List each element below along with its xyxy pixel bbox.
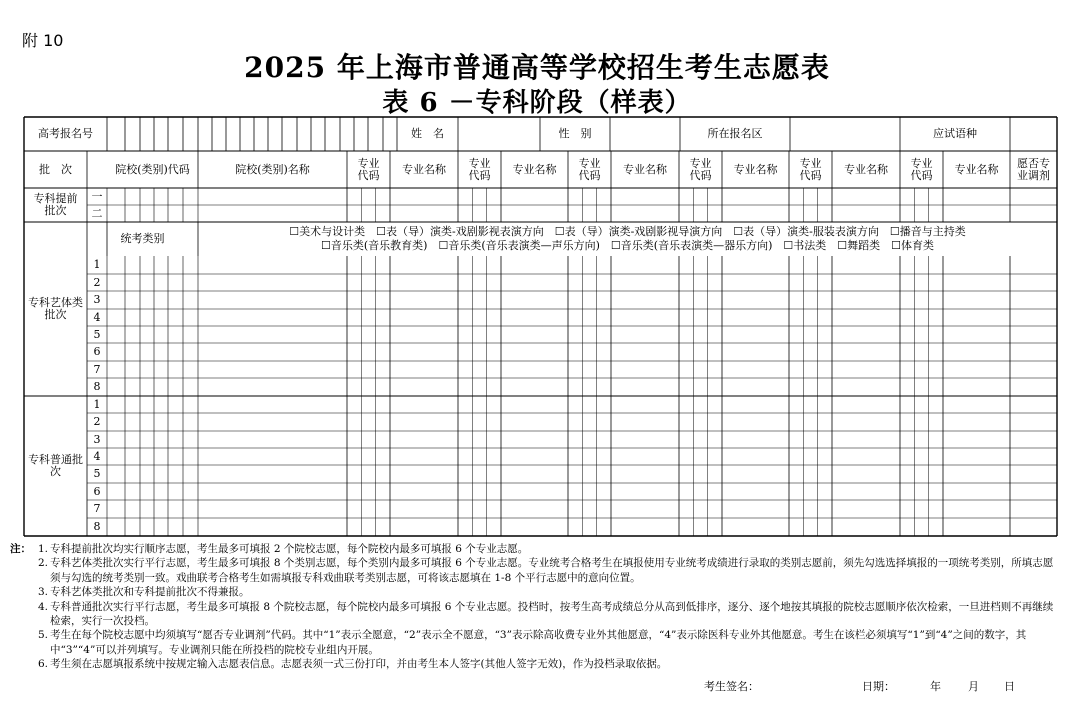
major-name-header-4: 专业名称 <box>733 162 778 176</box>
major-code-header-5: 专业代码 <box>799 156 822 182</box>
normal-row-number-8: 8 <box>93 520 101 533</box>
school-code-header: 院校(类别)代码 <box>115 162 190 176</box>
normal-row-number-6: 6 <box>93 484 101 498</box>
art-options-line1: ☐美术与设计类 ☐表（导）演类-戏剧影视表演方向 ☐表（导）演类-戏剧影视导演方向 ☐表（导）演类-服装表演方向 ☐播音与主持类 <box>289 225 966 238</box>
school-name-header: 院校(类别)名称 <box>235 162 310 176</box>
normal-row-number-3: 3 <box>93 432 101 446</box>
form-subtitle: 表 6 －专科阶段（样表） <box>382 88 692 118</box>
note-number: 6. <box>37 658 48 671</box>
date-day-label: 日 <box>1004 680 1015 693</box>
note-text: 专科提前批次均实行顺序志愿，考生最多可填报 2 个院校志愿，每个院校内最多可填报 6 个专业志愿。 <box>50 543 529 555</box>
major-name-header-6: 专业名称 <box>954 162 999 176</box>
date-year-label: 年 <box>930 680 941 693</box>
major-code-header-6: 专业代码 <box>910 156 933 182</box>
early-row-1: 一 <box>91 189 103 203</box>
note-number: 4. <box>37 600 48 613</box>
art-options-line2: ☐音乐类(音乐教育类) ☐音乐类(音乐表演类—声乐方向) ☐音乐类(音乐表演类—器乐方向) ☐书法类 ☐舞蹈类 ☐体育类 <box>321 239 934 252</box>
form-title: 2025 年上海市普通高等学校招生考生志愿表 <box>244 51 830 84</box>
normal-row-number-2: 2 <box>93 415 101 428</box>
normal-batch-label: 专科普通批次 <box>28 453 83 478</box>
gender-label: 性 别 <box>558 127 592 140</box>
art-batch-label: 专科艺体类批次 <box>28 296 83 321</box>
adjust-header: 愿否专业调剂 <box>1017 156 1050 182</box>
art-row-number-5: 5 <box>93 327 101 341</box>
early-row-2: 二 <box>91 206 103 220</box>
exam-number-label: 高考报名号 <box>38 127 93 140</box>
early-batch-label: 专科提前批次 <box>33 192 78 217</box>
note-item <box>28 585 1060 599</box>
major-code-header-1: 专业代码 <box>357 156 380 182</box>
note-number: 2. <box>37 557 48 570</box>
note-text: 专科普通批次实行平行志愿，考生最多可填报 8 个院校志愿，每个院校内最多可填报 6 个专业志愿。投档时，按考生高考成绩总分从高到低排序，逐分、逐个地按其填报的院校志愿顺序依次检索，一旦进档则不再继续检索，实行一次投档。 <box>50 600 1054 628</box>
language-label: 应试语种 <box>933 127 977 140</box>
date-month-label: 月 <box>968 680 979 693</box>
note-item <box>28 657 1060 671</box>
note-text: 专科艺体类批次和专科提前批次不得兼报。 <box>50 586 250 599</box>
art-row-number-6: 6 <box>93 345 101 358</box>
normal-row-number-5: 5 <box>93 467 101 480</box>
major-name-header-2: 专业名称 <box>512 162 557 176</box>
note-text: 考生在每个院校志愿中均须填写“愿否专业调剂”代码。其中“1”表示全愿意，“2”表示全不愿意，“3”表示除高收费专业外其他愿意，“4”表示除医科专业外其他愿意。考生在该栏必须填写“1”到“4”之间的数字，其中“3”“4”可以并列填写。专业调剂只能在所投档的院校专业组内开展。 <box>50 629 1027 656</box>
major-code-header-3: 专业代码 <box>578 156 601 182</box>
art-row-number-3: 3 <box>93 293 101 306</box>
signature-label: 考生签名： <box>704 680 759 693</box>
name-label: 姓 名 <box>411 127 444 140</box>
normal-row-number-7: 7 <box>93 502 101 515</box>
art-row-number-8: 8 <box>93 380 101 393</box>
art-row-number-4: 4 <box>93 310 101 324</box>
note-number: 5. <box>37 629 48 642</box>
major-code-header-2: 专业代码 <box>468 156 491 182</box>
art-row-number-7: 7 <box>93 362 101 376</box>
note-item <box>28 600 1060 629</box>
note-text: 考生须在志愿填报系统中按规定输入志愿表信息。志愿表须一式三份打印，并由考生本人签字(其他人签字无效)，作为投档录取依据。 <box>50 658 668 671</box>
batch-header: 批 次 <box>39 162 72 176</box>
major-name-header-3: 专业名称 <box>623 162 667 176</box>
date-label: 日期： <box>862 680 895 693</box>
major-name-header-5: 专业名称 <box>844 162 888 176</box>
art-row-number-1: 1 <box>93 258 101 271</box>
note-number: 3. <box>37 586 48 599</box>
art-category-label: 统考类别 <box>120 232 165 245</box>
note-item <box>10 542 1060 556</box>
district-label: 所在报名区 <box>707 127 763 140</box>
notes-section <box>10 542 1060 672</box>
major-code-header-4: 专业代码 <box>689 156 712 182</box>
notes-label: 注： <box>10 543 31 555</box>
major-name-header-1: 专业名称 <box>402 162 446 176</box>
note-item <box>28 628 1060 657</box>
appendix-label: 附 10 <box>22 31 64 50</box>
note-text: 专科艺体类批次实行平行志愿，考生最多可填报 8 个类别志愿，每个类别内最多可填报 6 个专业志愿。专业统考合格考生在填报使用专业统考成绩进行录取的类别志愿前，须先勾选选择填报的一项统考类别，所填志愿须与勾选的统考类别一致。戏曲联考合格考生如需填报专科戏曲联考类别志愿，可将该志愿填在 1-8 个平行志愿中的意向位置。 <box>50 557 1054 584</box>
normal-row-number-1: 1 <box>93 397 101 411</box>
note-item <box>28 556 1060 585</box>
normal-row-number-4: 4 <box>93 449 101 463</box>
art-row-number-2: 2 <box>93 275 101 289</box>
note-number: 1. <box>37 543 48 555</box>
